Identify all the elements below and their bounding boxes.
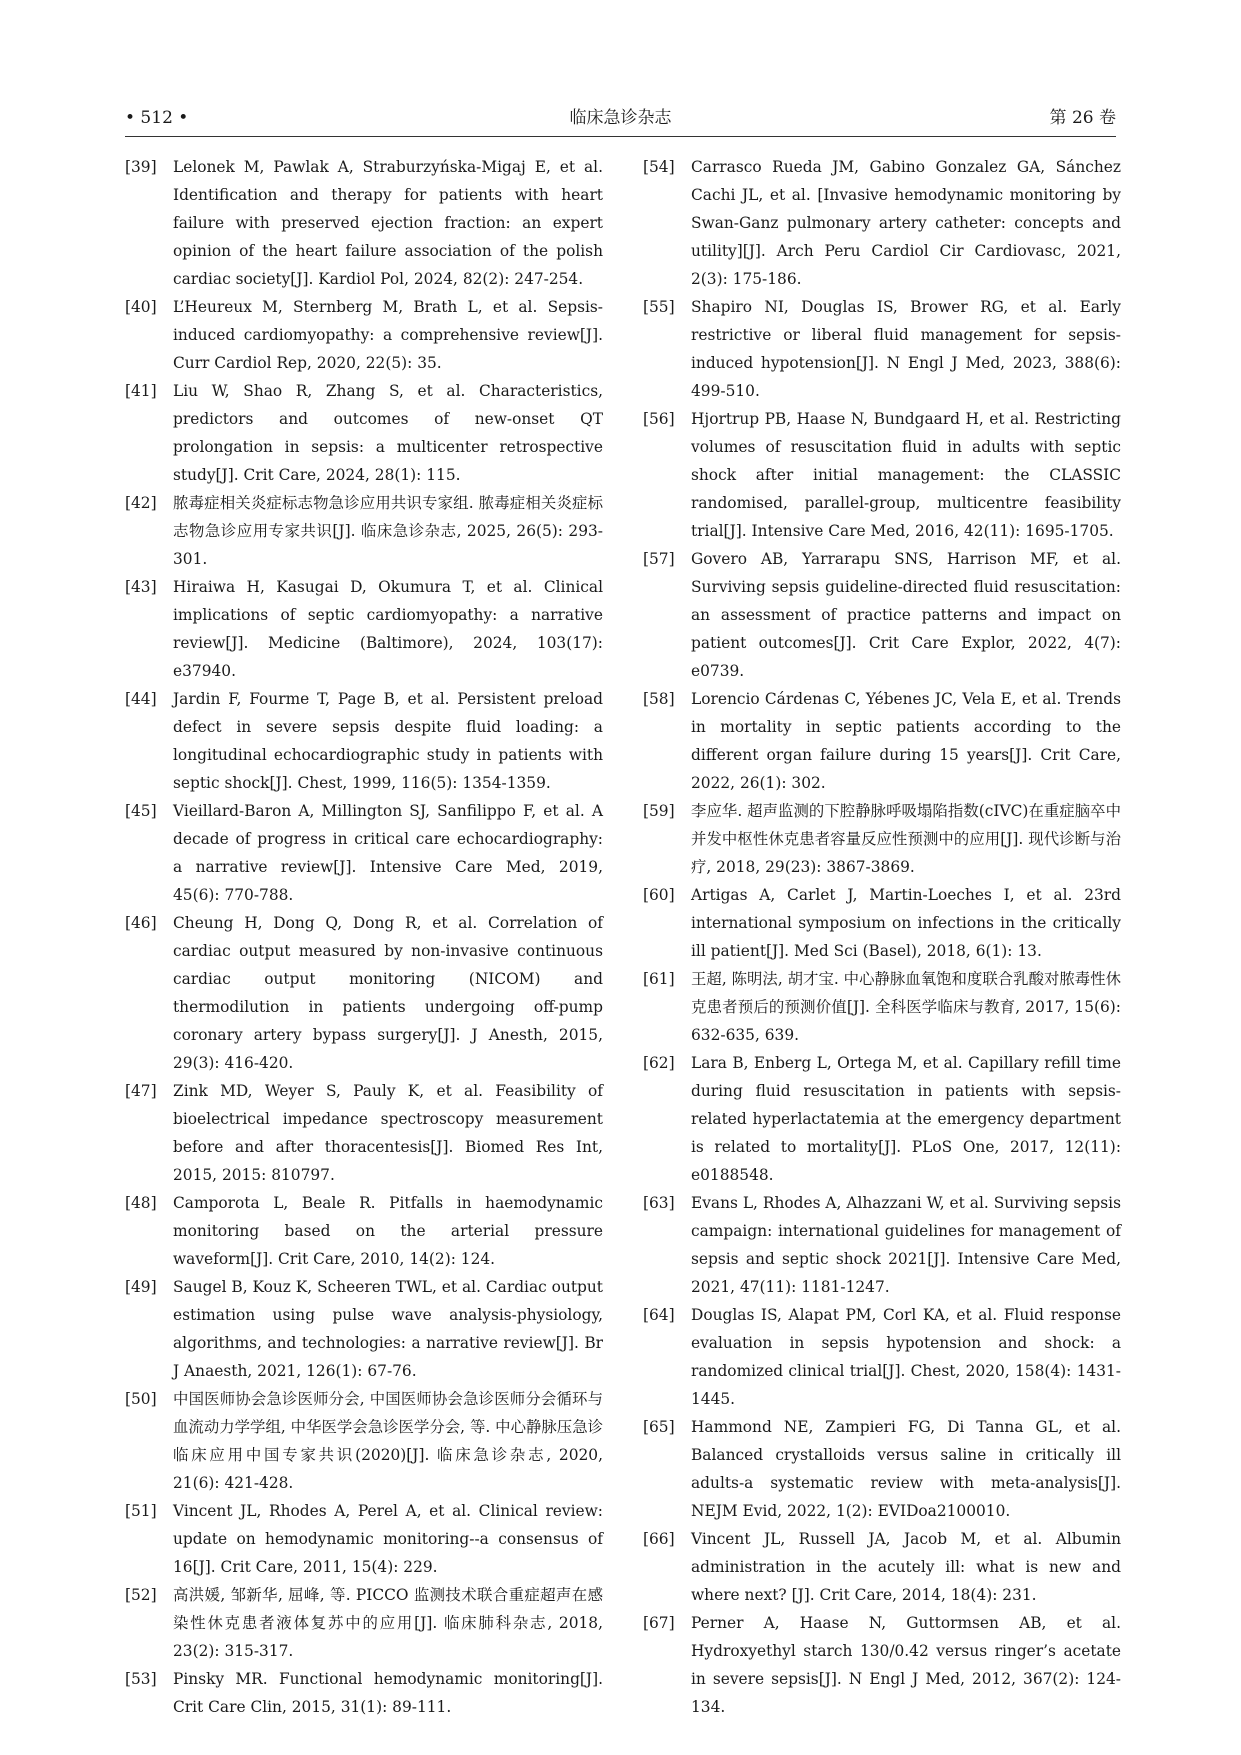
reference-text: Saugel B, Kouz K, Scheeren TWL, et al. Cardiac output estimation using pulse wave analysis-physiology, algorithms, and technologies: a narrative review[J]. Br J Anaesth, 2021, 126(1): 67-76. [173, 1278, 603, 1380]
reference-number: [64] [643, 1306, 675, 1324]
reference-text: Perner A, Haase N, Guttormsen AB, et al. Hydroxyethyl starch 130/0.42 versus ringer’s acetate in severe sepsis[J]. N Engl J Med, 2012, 367(2): 124-134. [691, 1614, 1121, 1716]
journal-title: 临床急诊杂志 [569, 108, 672, 128]
reference-entry [125, 1497, 603, 1581]
reference-entry [643, 545, 1121, 685]
reference-number: [60] [643, 886, 675, 904]
reference-entry [125, 685, 603, 797]
reference-number: [43] [125, 578, 157, 596]
running-head [125, 103, 1116, 133]
reference-text: 中国医师协会急诊医师分会, 中国医师协会急诊医师分会循环与血流动力学学组, 中华医学会急诊医学分会, 等. 中心静脉压急诊临床应用中国专家共识(2020)[J]. 临床急诊杂志, 2020, 21(6): 421-428. [173, 1390, 603, 1492]
reference-text: Vincent JL, Rhodes A, Perel A, et al. Clinical review: update on hemodynamic monitoring--a consensus of 16[J]. Crit Care, 2011, 15(4): 229. [173, 1502, 603, 1576]
reference-entry [125, 153, 603, 293]
reference-entry [643, 1301, 1121, 1413]
reference-number: [46] [125, 914, 157, 932]
reference-entry [125, 1189, 603, 1273]
reference-text: 脓毒症相关炎症标志物急诊应用共识专家组. 脓毒症相关炎症标志物急诊应用专家共识[J]. 临床急诊杂志, 2025, 26(5): 293-301. [173, 494, 603, 568]
reference-entry [643, 797, 1121, 881]
reference-text: Hammond NE, Zampieri FG, Di Tanna GL, et al. Balanced crystalloids versus saline in critically ill adults-a systematic review with meta-analysis[J]. NEJM Evid, 2022, 1(2): EVIDoa2100010. [691, 1418, 1121, 1520]
reference-number: [65] [643, 1418, 675, 1436]
reference-entry [643, 685, 1121, 797]
reference-text: 王超, 陈明法, 胡才宝. 中心静脉血氧饱和度联合乳酸对脓毒性休克患者预后的预测价值[J]. 全科医学临床与教育, 2017, 15(6): 632-635, 639. [691, 970, 1121, 1044]
reference-text: Cheung H, Dong Q, Dong R, et al. Correlation of cardiac output measured by non-invasive continuous cardiac output monitoring (NICOM) and thermodilution in patients undergoing off-pump coronary artery bypass surgery[J]. J Anesth, 2015, 29(3): 416-420. [173, 914, 603, 1072]
reference-entry [643, 405, 1121, 545]
reference-text: Jardin F, Fourme T, Page B, et al. Persistent preload defect in severe sepsis despite fluid loading: a longitudinal echocardiographic study in patients with septic shock[J]. Chest, 1999, 116(5): 1354-1359. [173, 690, 603, 792]
reference-number: [39] [125, 158, 157, 176]
reference-number: [49] [125, 1278, 157, 1296]
reference-text: Vieillard-Baron A, Millington SJ, Sanfilippo F, et al. A decade of progress in critical care echocardiography: a narrative review[J]. Intensive Care Med, 2019, 45(6): 770-788. [173, 802, 603, 904]
reference-number: [54] [643, 158, 675, 176]
reference-number: [63] [643, 1194, 675, 1212]
reference-entry [125, 377, 603, 489]
reference-number: [62] [643, 1054, 675, 1072]
page-number: • 512 • [125, 108, 189, 128]
reference-entry [125, 797, 603, 909]
reference-number: [50] [125, 1390, 157, 1408]
reference-entry [125, 909, 603, 1077]
reference-entry [125, 1581, 603, 1665]
reference-number: [56] [643, 410, 675, 428]
reference-entry [643, 881, 1121, 965]
reference-text: 高洪媛, 邹新华, 屈峰, 等. PICCO 监测技术联合重症超声在感染性休克患者液体复苏中的应用[J]. 临床肺科杂志, 2018, 23(2): 315-317. [173, 1586, 603, 1660]
reference-entry [643, 1189, 1121, 1301]
reference-text: 李应华. 超声监测的下腔静脉呼吸塌陷指数(cIVC)在重症脑卒中并发中枢性休克患者容量反应性预测中的应用[J]. 现代诊断与治疗, 2018, 29(23): 3867-3869. [691, 802, 1121, 876]
reference-number: [52] [125, 1586, 157, 1604]
reference-text: Carrasco Rueda JM, Gabino Gonzalez GA, Sánchez Cachi JL, et al. [Invasive hemodynamic monitoring by Swan-Ganz pulmonary artery catheter: concepts and utility][J]. Arch Peru Cardiol Cir Cardiovasc, 2021, 2(3): 175-186. [691, 158, 1121, 288]
reference-entry [125, 1665, 603, 1721]
reference-number: [66] [643, 1530, 675, 1548]
reference-text: L’Heureux M, Sternberg M, Brath L, et al. Sepsis-induced cardiomyopathy: a comprehensive review[J]. Curr Cardiol Rep, 2020, 22(5): 35. [173, 298, 603, 372]
reference-entry [125, 1385, 603, 1497]
reference-entry [125, 573, 603, 685]
reference-number: [40] [125, 298, 157, 316]
reference-text: Shapiro NI, Douglas IS, Brower RG, et al. Early restrictive or liberal fluid management for sepsis-induced hypotension[J]. N Engl J Med, 2023, 388(6): 499-510. [691, 298, 1121, 400]
reference-number: [57] [643, 550, 675, 568]
reference-entry [125, 1077, 603, 1189]
reference-entry [643, 293, 1121, 405]
reference-text: Lorencio Cárdenas C, Yébenes JC, Vela E, et al. Trends in mortality in septic patients according to the different organ failure during 15 years[J]. Crit Care, 2022, 26(1): 302. [691, 690, 1121, 792]
reference-text: Vincent JL, Russell JA, Jacob M, et al. Albumin administration in the acutely ill: what is new and where next? [J]. Crit Care, 2014, 18(4): 231. [691, 1530, 1121, 1604]
reference-number: [51] [125, 1502, 157, 1520]
reference-entry [125, 489, 603, 573]
reference-entry [643, 1049, 1121, 1189]
reference-column-left [125, 153, 603, 1721]
reference-text: Camporota L, Beale R. Pitfalls in haemodynamic monitoring based on the arterial pressure waveform[J]. Crit Care, 2010, 14(2): 124. [173, 1194, 603, 1268]
reference-number: [53] [125, 1670, 157, 1688]
reference-entry [643, 1609, 1121, 1721]
reference-text: Govero AB, Yarrarapu SNS, Harrison MF, et al. Surviving sepsis guideline-directed fluid resuscitation: an assessment of practice patterns and impact on patient outcomes[J]. Crit Care Explor, 2022, 4(7): e0739. [691, 550, 1121, 680]
reference-entry [643, 1525, 1121, 1609]
reference-number: [44] [125, 690, 157, 708]
reference-number: [47] [125, 1082, 157, 1100]
reference-text: Artigas A, Carlet J, Martin-Loeches I, et al. 23rd international symposium on infections in the critically ill patient[J]. Med Sci (Basel), 2018, 6(1): 13. [691, 886, 1121, 960]
reference-number: [55] [643, 298, 675, 316]
reference-entry [125, 293, 603, 377]
reference-number: [48] [125, 1194, 157, 1212]
reference-text: Zink MD, Weyer S, Pauly K, et al. Feasibility of bioelectrical impedance spectroscopy measurement before and after thoracentesis[J]. Biomed Res Int, 2015, 2015: 810797. [173, 1082, 603, 1184]
reference-text: Liu W, Shao R, Zhang S, et al. Characteristics, predictors and outcomes of new-onset QT prolongation in sepsis: a multicenter retrospective study[J]. Crit Care, 2024, 28(1): 115. [173, 382, 603, 484]
reference-text: Pinsky MR. Functional hemodynamic monitoring[J]. Crit Care Clin, 2015, 31(1): 89-111. [173, 1670, 603, 1716]
reference-entry [125, 1273, 603, 1385]
reference-text: Hiraiwa H, Kasugai D, Okumura T, et al. Clinical implications of septic cardiomyopathy: a narrative review[J]. Medicine (Baltimore), 2024, 103(17): e37940. [173, 578, 603, 680]
reference-column-right [643, 153, 1121, 1721]
reference-text: Lara B, Enberg L, Ortega M, et al. Capillary refill time during fluid resuscitation in patients with sepsis-related hyperlactatemia at the emergency department is related to mortality[J]. PLoS One, 2017, 12(11): e0188548. [691, 1054, 1121, 1184]
reference-number: [41] [125, 382, 157, 400]
reference-text: Douglas IS, Alapat PM, Corl KA, et al. Fluid response evaluation in sepsis hypotension and shock: a randomized clinical trial[J]. Chest, 2020, 158(4): 1431-1445. [691, 1306, 1121, 1408]
reference-entry [643, 965, 1121, 1049]
reference-number: [59] [643, 802, 675, 820]
reference-text: Lelonek M, Pawlak A, Straburzyńska-Migaj E, et al. Identification and therapy for patients with heart failure with preserved ejection fraction: an expert opinion of the heart failure association of the polish cardiac society[J]. Kardiol Pol, 2024, 82(2): 247-254. [173, 158, 603, 288]
reference-number: [42] [125, 494, 157, 512]
reference-entry [643, 153, 1121, 293]
reference-text: Hjortrup PB, Haase N, Bundgaard H, et al. Restricting volumes of resuscitation fluid in adults with septic shock after initial management: the CLASSIC randomised, parallel-group, multicentre feasibility trial[J]. Intensive Care Med, 2016, 42(11): 1695-1705. [691, 410, 1121, 540]
reference-number: [61] [643, 970, 675, 988]
reference-number: [45] [125, 802, 157, 820]
reference-text: Evans L, Rhodes A, Alhazzani W, et al. Surviving sepsis campaign: international guidelines for management of sepsis and septic shock 2021[J]. Intensive Care Med, 2021, 47(11): 1181-1247. [691, 1194, 1121, 1296]
reference-number: [58] [643, 690, 675, 708]
reference-entry [643, 1413, 1121, 1525]
header-rule [125, 136, 1116, 137]
reference-number: [67] [643, 1614, 675, 1632]
volume-label: 第 26 卷 [1049, 108, 1116, 128]
